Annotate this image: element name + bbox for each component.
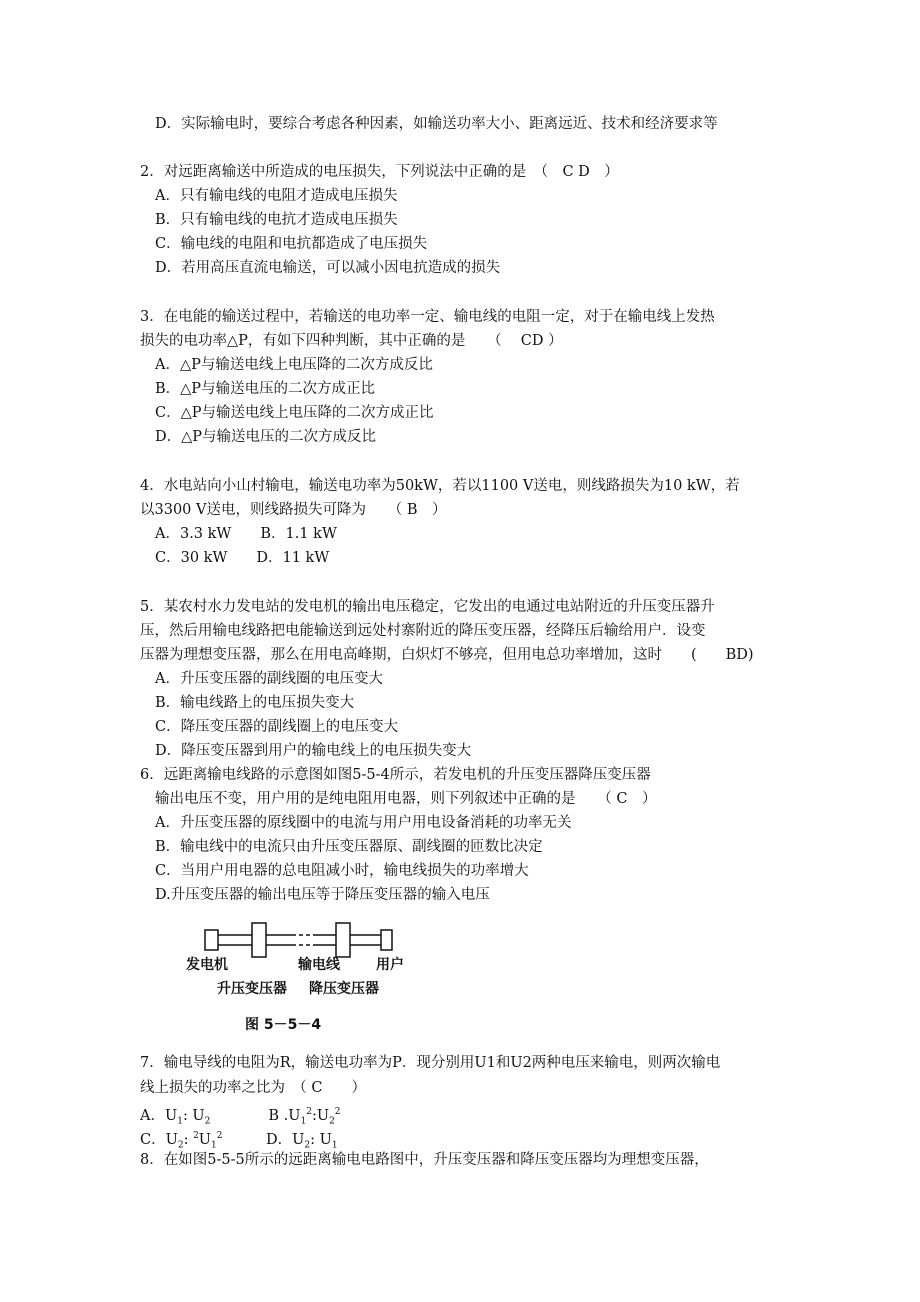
q5-option-d: D．降压变压器到用户的输电线上的电压损失变大: [155, 743, 472, 759]
label-step-down-transformer: 降压变压器: [309, 981, 379, 997]
q2-option-d: D．若用高压直流电输送，可以减小因电抗造成的损失: [155, 260, 501, 276]
q3-option-c: C．△P与输送电线上电压降的二次方成正比: [155, 405, 434, 421]
q7-options-row1: A．$U_1$: $U_2$ B $.U_1^2:U_2^2$: [140, 1107, 341, 1127]
label-transmission-line: 输电线: [298, 957, 340, 973]
label-user: 用户: [376, 957, 404, 973]
q1-option-d: D．实际输电时，要综合考虑各种因素，如输送功率大小、距离远近、技术和经济要求等: [155, 116, 718, 132]
figure-caption: 图 5－5－4: [245, 1017, 322, 1033]
generator-shape: [205, 930, 218, 950]
q7-stem-line1: 7．输电导线的电阻为R，输送电功率为P．现分别用U1和U2两种电压来输电，则两次输电: [140, 1055, 721, 1071]
q5-stem-line2: 压，然后用输电线路把电能输送到远处村寨附近的降压变压器，经降压后输给用户．设变: [140, 623, 706, 639]
q6-stem-line1: 6．远距离输电线路的示意图如图5-5-4所示，若发电机的升压变压器降压变压器: [140, 767, 651, 783]
q5-stem-line3: 压器为理想变压器，那么在用电高峰期，白炽灯不够亮，但用电总功率增加，这时 ( BD): [140, 647, 754, 663]
label-step-up-transformer: 升压变压器: [217, 981, 287, 997]
label-generator: 发电机: [186, 957, 228, 973]
q3-stem-line2: 损失的电功率△P，有如下四种判断，其中正确的是 （ CD ）: [140, 333, 563, 349]
q6-option-a: A．升压变压器的原线圈中的电流与用户用电设备消耗的功率无关: [155, 815, 572, 831]
q7-options-row2: C．$U_2$: $^2U_1^2$ D．$U_2$: $U_1$: [140, 1131, 338, 1151]
q3-option-d: D．△P与输送电压的二次方成反比: [155, 429, 377, 445]
q7-stem-line2: 线上损失的功率之比为 （ C ）: [140, 1080, 366, 1096]
user-shape: [381, 930, 392, 950]
q6-option-c: C．当用户用电器的总电阻减小时，输电线损失的功率增大: [155, 863, 529, 879]
q5-stem-line1: 5．某农村水力发电站的发电机的输出电压稳定，它发出的电通过电站附近的升压变压器升: [140, 599, 715, 615]
q8-stem: 8．在如图5-5-5所示的远距离输电电路图中，升压变压器和降压变压器均为理想变压器，: [140, 1152, 709, 1168]
q4-options-row2: C．30 kW D．11 kW: [155, 550, 330, 566]
q5-option-a: A．升压变压器的副线圈的电压变大: [155, 671, 383, 687]
step-up-transformer-shape: [252, 923, 266, 957]
q6-option-d: D.升压变压器的输出电压等于降压变压器的输入电压: [155, 887, 490, 903]
q4-stem-line2: 以3300 V送电，则线路损失可降为 （ B ）: [140, 502, 447, 518]
step-down-transformer-shape: [336, 923, 350, 957]
q3-stem-line1: 3．在电能的输送过程中，若输送的电功率一定、输电线的电阻一定，对于在输电线上发热: [140, 309, 715, 325]
q5-option-b: B．输电线路上的电压损失变大: [155, 695, 355, 711]
q4-stem-line1: 4．水电站向小山村输电，输送电功率为50kW，若以1100 V送电，则线路损失为10 kW，若: [140, 478, 740, 494]
q6-stem-line2: 输出电压不变，用户用的是纯电阻用电器，则下列叙述中正确的是 （ C ）: [155, 791, 657, 807]
transmission-diagram: [180, 920, 420, 1040]
q3-option-a: A．△P与输送电线上电压降的二次方成反比: [155, 357, 433, 373]
q2-option-a: A．只有输电线的电阻才造成电压损失: [155, 188, 398, 204]
q3-option-b: B．△P与输送电压的二次方成正比: [155, 381, 376, 397]
q2-option-b: B．只有输电线的电抗才造成电压损失: [155, 212, 398, 228]
q4-options-row1: A．3.3 kW B．1.1 kW: [155, 526, 337, 542]
q2-stem: 2．对远距离输送中所造成的电压损失，下列说法中正确的是 （ C D ）: [140, 164, 619, 180]
q6-option-b: B．输电线中的电流只由升压变压器原、副线圈的匝数比决定: [155, 839, 543, 855]
q5-option-c: C．降压变压器的副线圈上的电压变大: [155, 719, 399, 735]
q2-option-c: C．输电线的电阻和电抗都造成了电压损失: [155, 236, 428, 252]
